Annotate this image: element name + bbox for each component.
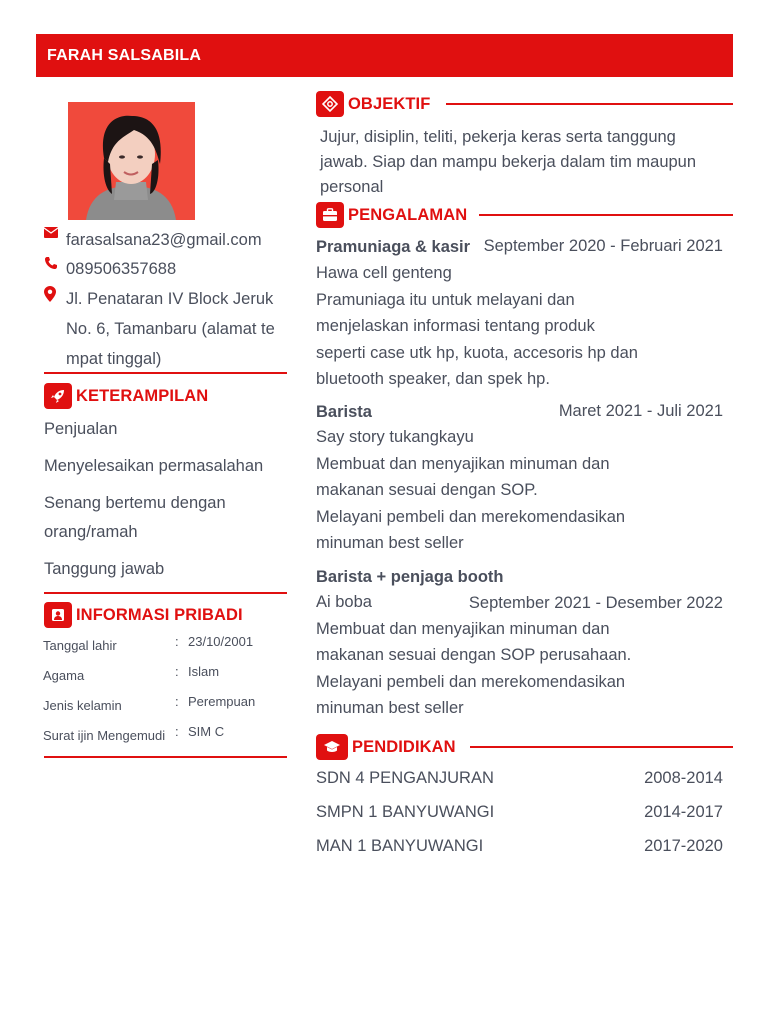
experience-heading xyxy=(316,202,733,228)
email-text: farasalsana23@gmail.com xyxy=(66,231,262,249)
info-colon: : xyxy=(175,724,179,739)
job-period: September 2020 - Februari 2021 xyxy=(483,237,723,255)
education-years: 2008-2014 xyxy=(644,769,723,787)
objective-rule xyxy=(446,103,733,105)
education-heading xyxy=(316,734,733,760)
experience-rule xyxy=(479,214,733,216)
education-school: MAN 1 BANYUWANGI xyxy=(316,837,484,855)
address-line: Jl. Penataran IV Block Jeruk xyxy=(66,290,274,308)
job-role: Barista + penjaga booth xyxy=(316,568,504,586)
skill-item: Penjualan xyxy=(44,420,118,438)
objective-line: personal xyxy=(320,178,384,196)
job-desc-line: Membuat dan menyajikan minuman dan xyxy=(316,619,610,638)
objective-text xyxy=(320,125,696,200)
job-desc-line: seperti case utk hp, kuota, accesoris hp dan xyxy=(316,343,638,362)
job-desc-line: makanan sesuai dengan SOP. xyxy=(316,481,538,499)
profile-photo-illustration xyxy=(68,102,195,220)
info-value: SIM C xyxy=(188,724,225,739)
education-school: SMPN 1 BANYUWANGI xyxy=(316,803,495,821)
job-desc-line: makanan sesuai dengan SOP perusahaan. xyxy=(316,646,632,664)
skill-item: orang/ramah xyxy=(44,523,138,541)
info-label: Tanggal lahir xyxy=(43,638,117,653)
job-role: Barista xyxy=(316,403,372,421)
job-desc-line: minuman best seller xyxy=(316,534,464,552)
skill-item: Menyelesaikan permasalahan xyxy=(44,457,264,475)
education-rule xyxy=(470,746,733,748)
job-desc-line: Membuat dan menyajikan minuman dan xyxy=(316,454,610,473)
info-value: 23/10/2001 xyxy=(188,634,254,649)
skills-heading xyxy=(44,383,208,409)
job-details xyxy=(316,260,638,393)
contact-email[interactable] xyxy=(44,225,262,255)
education-years: 2017-2020 xyxy=(644,837,723,855)
personal-divider xyxy=(44,756,287,758)
graduation-cap-icon xyxy=(316,734,348,760)
job-desc-line: bluetooth speaker, dan spek hp. xyxy=(316,370,550,388)
job-period: Maret 2021 - Juli 2021 xyxy=(558,402,723,420)
skill-item: Senang bertemu dengan xyxy=(44,494,226,512)
job-details xyxy=(316,424,625,557)
info-colon: : xyxy=(175,664,179,679)
personal-title: INFORMASI PRIBADI xyxy=(76,605,243,624)
briefcase-icon xyxy=(316,202,344,228)
user-icon xyxy=(44,602,72,628)
contact-divider xyxy=(44,372,287,374)
address-line: mpat tinggal) xyxy=(66,350,162,368)
address-line: No. 6, Tamanbaru (alamat te xyxy=(66,320,275,338)
info-colon: : xyxy=(175,634,179,649)
job-desc-line: minuman best seller xyxy=(316,699,464,717)
personal-heading xyxy=(44,602,243,628)
job-company: Ai boba xyxy=(316,593,372,611)
objective-heading xyxy=(316,91,733,117)
info-colon: : xyxy=(175,694,179,709)
objective-title: OBJEKTIF xyxy=(348,94,431,113)
job-period: September 2021 - Desember 2022 xyxy=(468,594,723,612)
contact-address xyxy=(44,284,275,374)
location-icon xyxy=(44,284,66,374)
info-value: Perempuan xyxy=(188,694,256,709)
header-bar xyxy=(36,34,733,77)
info-label: Surat ijin Mengemudi xyxy=(43,728,166,743)
objective-line: jawab. Siap dan mampu bekerja dalam tim maupun xyxy=(320,153,697,171)
info-value: Islam xyxy=(188,664,220,679)
job-role: Pramuniaga & kasir xyxy=(316,238,471,256)
job-company: Say story tukangkayu xyxy=(316,428,474,446)
skill-item: Tanggung jawab xyxy=(44,560,165,578)
info-label: Agama xyxy=(43,668,85,683)
skills-title: KETERAMPILAN xyxy=(76,386,209,405)
job-desc-line: Pramuniaga itu untuk melayani dan xyxy=(316,290,575,309)
objective-line: Jujur, disiplin, teliti, pekerja keras serta tanggung xyxy=(320,128,676,146)
job-desc-line: menjelaskan informasi tentang produk xyxy=(316,317,595,335)
job-desc-line: Melayani pembeli dan merekomendasikan xyxy=(316,507,626,526)
phone-text: 089506357688 xyxy=(66,260,177,278)
job-company: Hawa cell genteng xyxy=(316,264,452,282)
education-years: 2014-2017 xyxy=(644,803,723,821)
education-school: SDN 4 PENGANJURAN xyxy=(316,769,494,787)
contact-phone[interactable] xyxy=(44,254,176,284)
mail-icon xyxy=(44,225,66,255)
full-name: FARAH SALSABILA xyxy=(47,47,202,64)
experience-title: PENGALAMAN xyxy=(348,205,468,224)
phone-icon xyxy=(44,254,66,284)
job-desc-line: Melayani pembeli dan merekomendasikan xyxy=(316,672,626,691)
skills-divider xyxy=(44,592,287,594)
education-title: PENDIDIKAN xyxy=(352,737,456,756)
profile-photo xyxy=(68,102,195,220)
info-label: Jenis kelamin xyxy=(43,698,122,713)
rocket-icon xyxy=(44,383,72,409)
target-icon xyxy=(316,91,344,117)
